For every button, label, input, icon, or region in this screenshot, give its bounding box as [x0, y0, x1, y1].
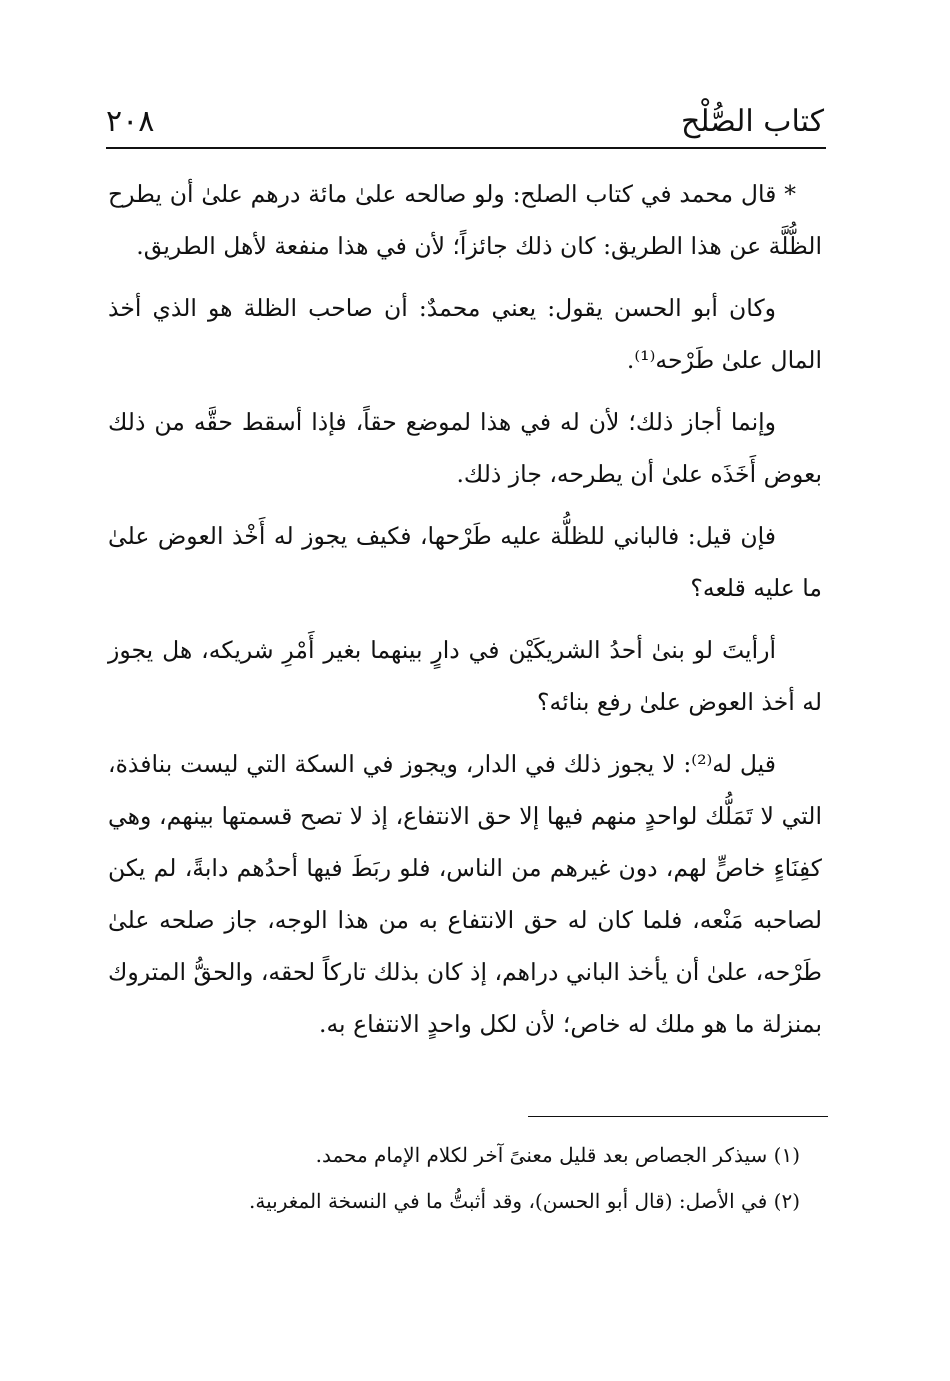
footnote: (١) سيذكر الجصاص بعد قليل معنىً آخر لكلام الإمام محمد. [315, 1143, 800, 1167]
paragraph: أرأيتَ لو بنىٰ أحدُ الشريكَيْن في دارٍ بينهما بغير أَمْرِ شريكه، هل يجوز له أخذ العوض علىٰ رفع بنائه؟ [108, 636, 822, 716]
paragraph: وكان أبو الحسن يقول: يعني محمدٌ: أن صاحب الظلة هو الذي أخذ المال علىٰ طَرْحه⁽¹⁾. [108, 294, 822, 374]
paragraph: وإنما أجاز ذلك؛ لأن له في هذا لموضع حقاً، فإذا أسقط حقَّه من ذلك بعوض أَخَذَه علىٰ أن يطرحه، جاز ذلك. [108, 408, 822, 488]
running-header [106, 92, 824, 142]
header-title: كتاب الصُّلْح [680, 104, 824, 139]
header-divider [106, 147, 826, 149]
page-number: ٢٠٨ [106, 104, 155, 139]
paragraph: فإن قيل: فالباني للظلُّة عليه طَرْحها، فكيف يجوز له أَخْذ العوض علىٰ ما عليه قلعه؟ [108, 522, 822, 602]
footnotes [180, 1132, 800, 1224]
paragraph: * قال محمد في كتاب الصلح: ولو صالحه علىٰ مائة درهم علىٰ أن يطرح الظُّلَّة عن هذا الطريق: كان ذلك جائزاً؛ لأن في هذا منفعة لأهل الطريق. [108, 180, 822, 260]
footnote-divider [528, 1116, 828, 1117]
paragraph: قيل له⁽²⁾: لا يجوز ذلك في الدار، ويجوز في السكة التي ليست بنافذة، التي لا تَمَلُّك لواحدٍ منهم فيها إلا حق الانتفاع، إذ لا تصح قسمتها بينهم، وهي كفِنَاءٍ خاصٍّ لهم، دون غيرهم من الناس، فلو ربَطَ فيها أحدُهم دابةً، لم يكن لصاحبه مَنْعه، فلما كان له حق الانتفاع به من هذا الوجه، جاز صلحه علىٰ طَرْحه، علىٰ أن يأخذ الباني دراهم، إذ كان بذلك تاركاً لحقه، والحقُّ المتروك بمنزلة ما هو ملك له خاص؛ لأن لكل واحدٍ الانتفاع به. [108, 750, 822, 1038]
footnote: (٢) في الأصل: (قال أبو الحسن)، وقد أثبتُّ ما في النسخة المغربية. [249, 1189, 800, 1213]
main-text [108, 168, 822, 1060]
